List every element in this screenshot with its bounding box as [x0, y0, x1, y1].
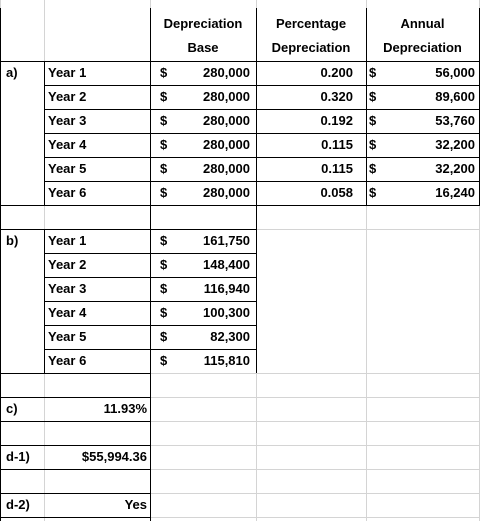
- year-cell[interactable]: Year 3: [48, 281, 87, 296]
- annual-cell[interactable]: 56,000: [435, 65, 475, 80]
- table-row[interactable]: [0, 181, 480, 205]
- pct-cell[interactable]: 0.115: [321, 137, 353, 152]
- currency-symbol: $: [160, 353, 168, 368]
- year-cell[interactable]: Year 6: [48, 185, 87, 200]
- currency-symbol: $: [160, 281, 168, 296]
- annual-cell[interactable]: 89,600: [435, 89, 475, 104]
- header-percentage: Percentage: [275, 16, 347, 31]
- section-b-label: b): [6, 233, 19, 248]
- section-d2-value[interactable]: Yes: [124, 497, 147, 512]
- pct-cell[interactable]: 0.200: [320, 65, 353, 80]
- value-cell[interactable]: 82,300: [210, 329, 250, 344]
- currency-symbol: $: [160, 233, 168, 248]
- section-c-value[interactable]: 11.93%: [103, 401, 147, 416]
- currency-symbol: $: [160, 113, 168, 128]
- year-cell[interactable]: Year 4: [48, 137, 87, 152]
- year-cell[interactable]: Year 5: [48, 329, 87, 344]
- currency-symbol: $: [160, 89, 168, 104]
- pct-cell[interactable]: 0.115: [321, 161, 353, 176]
- table-row[interactable]: [0, 349, 257, 373]
- base-cell[interactable]: 280,000: [203, 65, 250, 80]
- table-row[interactable]: [0, 325, 257, 349]
- value-cell[interactable]: 115,810: [203, 353, 250, 368]
- table-row[interactable]: [0, 229, 257, 253]
- currency-symbol: $: [160, 185, 168, 200]
- value-cell[interactable]: 148,400: [203, 257, 250, 272]
- year-cell[interactable]: Year 3: [48, 113, 87, 128]
- currency-symbol: $: [369, 137, 377, 152]
- header-depreciation-annual: Depreciation: [383, 40, 462, 55]
- table-row[interactable]: [0, 157, 480, 181]
- currency-symbol: $: [160, 161, 168, 176]
- header-annual: Annual: [400, 16, 445, 31]
- annual-cell[interactable]: 32,200: [435, 161, 475, 176]
- pct-cell[interactable]: 0.058: [320, 185, 353, 200]
- year-cell[interactable]: Year 1: [48, 65, 87, 80]
- pct-cell[interactable]: 0.192: [320, 113, 353, 128]
- currency-symbol: $: [160, 305, 168, 320]
- currency-symbol: $: [369, 89, 377, 104]
- header-depreciation-base: Depreciation: [163, 16, 243, 31]
- section-d1-label: d-1): [6, 449, 30, 464]
- annual-cell[interactable]: 32,200: [435, 137, 475, 152]
- currency-symbol: $: [160, 257, 168, 272]
- year-cell[interactable]: Year 1: [48, 233, 87, 248]
- base-cell[interactable]: 280,000: [203, 89, 250, 104]
- annual-cell[interactable]: 16,240: [435, 185, 475, 200]
- table-row[interactable]: [0, 85, 480, 109]
- year-cell[interactable]: Year 5: [48, 161, 87, 176]
- base-cell[interactable]: 280,000: [203, 137, 250, 152]
- section-c-label: c): [6, 401, 18, 416]
- base-cell[interactable]: 280,000: [203, 185, 250, 200]
- section-d2-label: d-2): [6, 497, 30, 512]
- header-row-1: [0, 12, 480, 36]
- value-cell[interactable]: 161,750: [203, 233, 250, 248]
- header-base: Base: [187, 40, 219, 55]
- table-row[interactable]: [0, 133, 480, 157]
- currency-symbol: $: [369, 65, 377, 80]
- table-row[interactable]: [0, 253, 257, 277]
- currency-symbol: $: [369, 185, 377, 200]
- section-d1-value[interactable]: $55,994.36: [81, 449, 147, 464]
- table-row[interactable]: [0, 61, 480, 85]
- header-row-2: [0, 36, 480, 60]
- table-row[interactable]: [0, 277, 257, 301]
- base-cell[interactable]: 280,000: [203, 161, 250, 176]
- pct-cell[interactable]: 0.320: [320, 89, 353, 104]
- annual-cell[interactable]: 53,760: [435, 113, 475, 128]
- currency-symbol: $: [369, 113, 377, 128]
- header-depreciation-pct: Depreciation: [271, 40, 351, 55]
- currency-symbol: $: [160, 329, 168, 344]
- base-cell[interactable]: 280,000: [203, 113, 250, 128]
- year-cell[interactable]: Year 4: [48, 305, 87, 320]
- table-row[interactable]: [0, 301, 257, 325]
- currency-symbol: $: [160, 65, 168, 80]
- table-row[interactable]: [0, 109, 480, 133]
- year-cell[interactable]: Year 2: [48, 257, 87, 272]
- value-cell[interactable]: 100,300: [203, 305, 250, 320]
- year-cell[interactable]: Year 2: [48, 89, 87, 104]
- currency-symbol: $: [369, 161, 377, 176]
- year-cell[interactable]: Year 6: [48, 353, 87, 368]
- section-a-label: a): [6, 65, 18, 80]
- currency-symbol: $: [160, 137, 168, 152]
- value-cell[interactable]: 116,940: [203, 281, 250, 296]
